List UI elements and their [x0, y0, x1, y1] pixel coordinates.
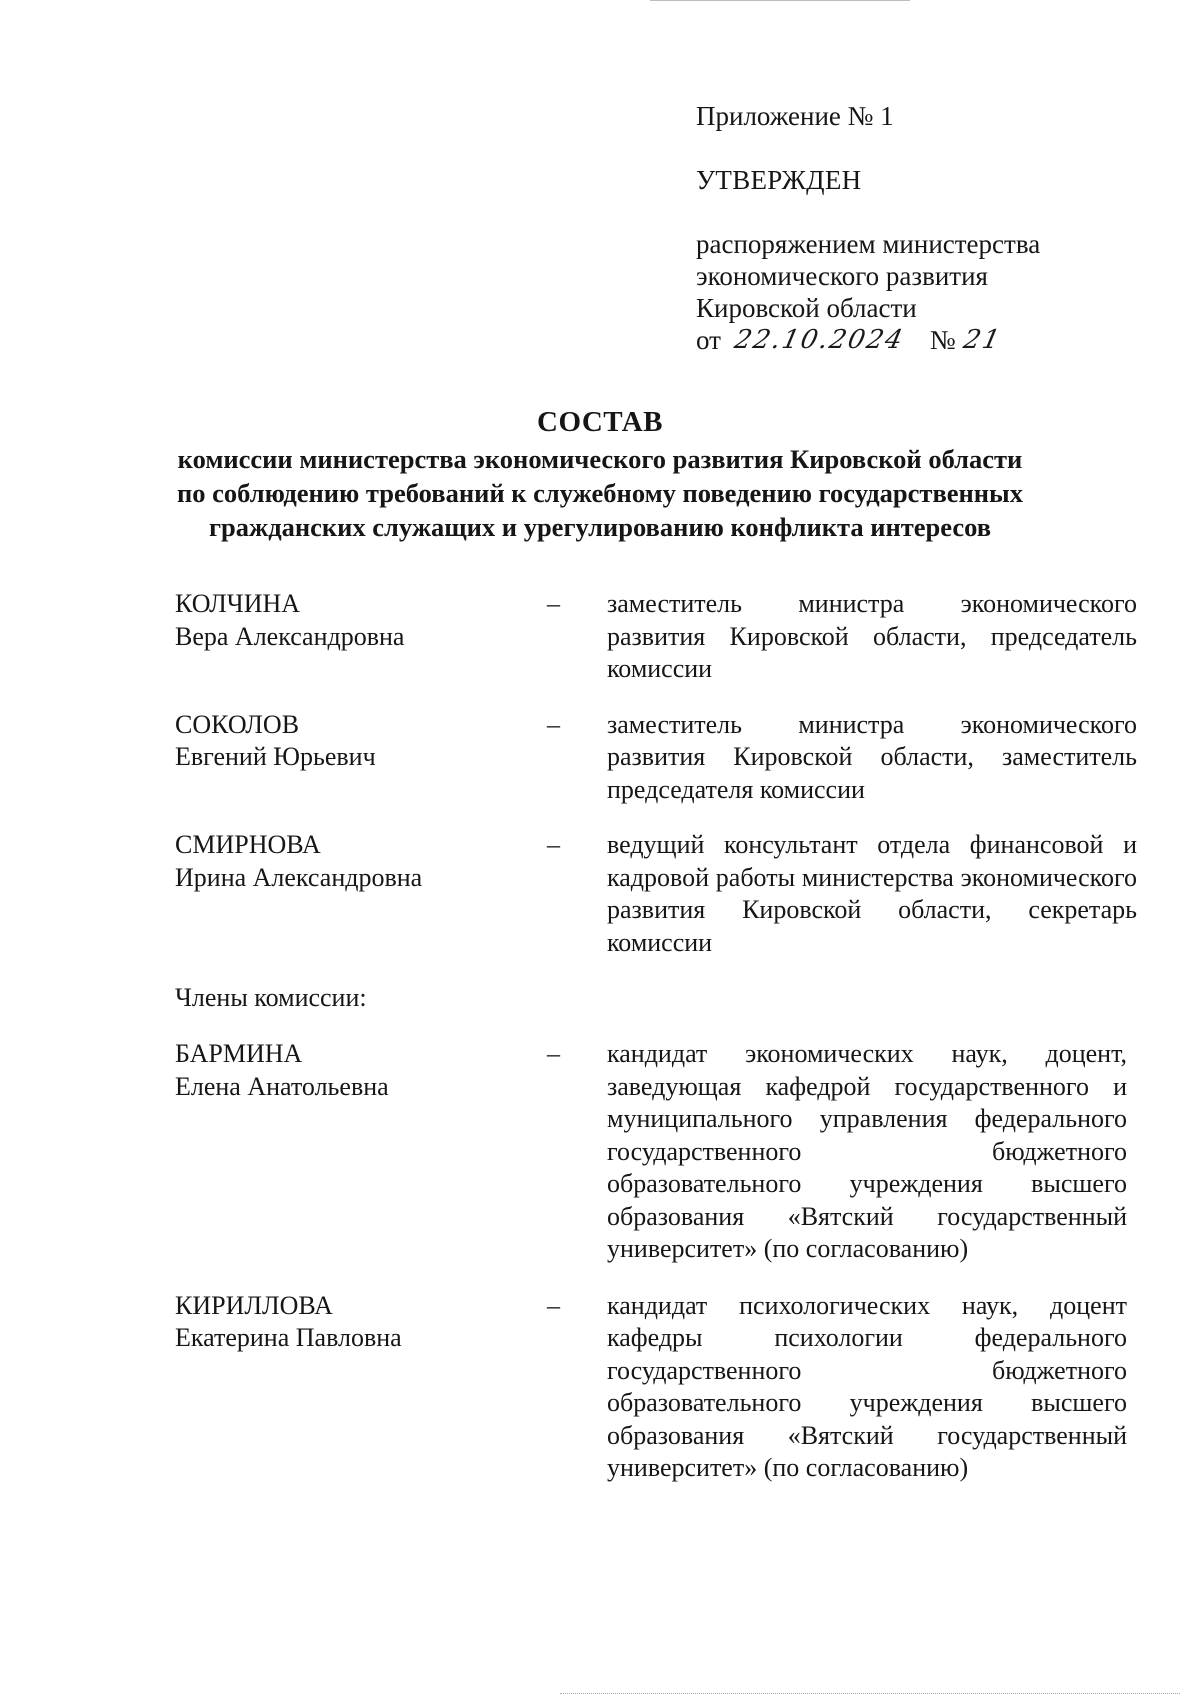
- approval-block: [696, 100, 1116, 356]
- member-dash: –: [547, 589, 560, 618]
- member-entry: [175, 1290, 1135, 1485]
- order-line-2: экономического развития: [696, 261, 988, 291]
- scan-artifact-bottom: [560, 1691, 1180, 1694]
- member-surname: БАРМИНА: [175, 1039, 303, 1068]
- member-given-name: Евгений Юрьевич: [175, 742, 376, 771]
- member-given-name: Ирина Александровна: [175, 862, 423, 892]
- commission-members-list: [175, 588, 1135, 1485]
- member-name: [175, 829, 545, 959]
- date-prefix: от: [696, 325, 721, 355]
- member-role: заместитель министра экономического развития Кировской области, председатель комиссии: [607, 589, 1137, 683]
- member-dash: –: [547, 709, 560, 739]
- title-subtitle: [100, 442, 1100, 544]
- order-line-3: Кировской области: [696, 293, 917, 323]
- member-dash: –: [547, 1290, 560, 1320]
- appendix-label: Приложение № 1: [696, 101, 894, 131]
- title-line-1: комиссии министерства экономического развития Кировской области: [177, 444, 1023, 474]
- member-given-name: Елена Анатольевна: [175, 1071, 389, 1101]
- member-given-name: Екатерина Павловна: [175, 1323, 402, 1352]
- handwritten-date: 22.10.2024: [731, 325, 908, 355]
- handwritten-number: 21: [960, 325, 1004, 355]
- member-name: [175, 588, 545, 686]
- member-surname: СОКОЛОВ: [175, 709, 300, 739]
- member-entry-deputy-chair: [175, 709, 1135, 807]
- member-name: [175, 1290, 545, 1485]
- title-line-2: по соблюдению требований к служебному поведению государственных: [177, 478, 1023, 508]
- member-role: кандидат экономических наук, доцент, заведующая кафедрой государственного и муниципального управления федерального государственного бюджетного образовательного учреждения высшего образования «Вятский государственный университет» (по согласованию): [607, 1039, 1127, 1263]
- member-dash: –: [547, 830, 560, 859]
- member-surname: КОЛЧИНА: [175, 589, 301, 618]
- member-entry-secretary: [175, 829, 1135, 959]
- member-entry-chair: [175, 588, 1135, 686]
- order-line-1: распоряжением министерства: [696, 229, 1041, 259]
- number-sign: №: [929, 325, 956, 355]
- member-name: [175, 1038, 545, 1266]
- member-entry: [175, 1038, 1135, 1266]
- members-section-label: Члены комиссии:: [175, 983, 367, 1012]
- member-role: заместитель министра экономического развития Кировской области, заместитель председателя комиссии: [607, 709, 1137, 804]
- member-role: ведущий консультант отдела финансовой и кадровой работы министерства экономического развития Кировской области, секретарь комиссии: [607, 830, 1137, 957]
- member-surname: СМИРНОВА: [175, 830, 321, 859]
- member-dash: –: [547, 1039, 560, 1068]
- title-main: СОСТАВ: [537, 406, 663, 438]
- order-date-number-line: [696, 324, 1116, 356]
- member-role: кандидат психологических наук, доцент кафедры психологии федерального государственного бюджетного образовательного учреждения высшего образования «Вятский государственный университет» (по согласованию): [607, 1290, 1127, 1482]
- member-given-name: Вера Александровна: [175, 621, 405, 651]
- title-line-3: гражданских служащих и урегулированию конфликта интересов: [208, 512, 992, 542]
- approved-stamp-text: УТВЕРЖДЕН: [696, 165, 862, 195]
- document-title: [100, 404, 1100, 544]
- member-name: [175, 709, 545, 807]
- scan-artifact-top: [650, 0, 910, 4]
- member-surname: КИРИЛЛОВА: [175, 1290, 333, 1320]
